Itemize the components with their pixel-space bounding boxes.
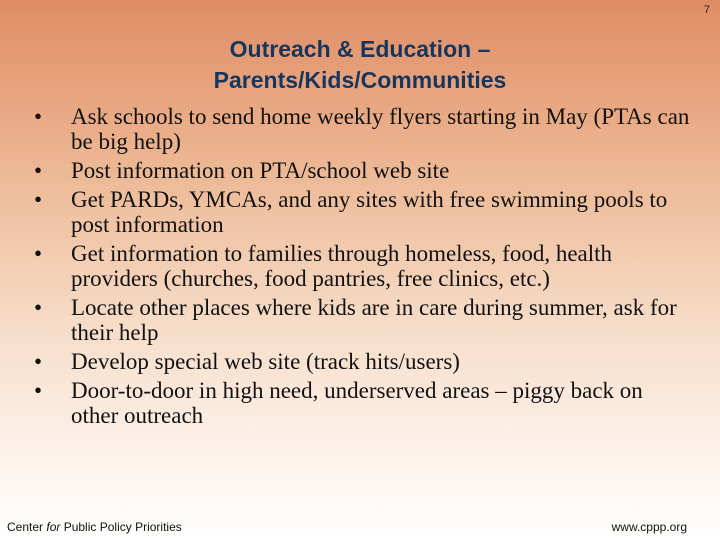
bullet-item	[30, 295, 695, 345]
bullet-item	[30, 158, 695, 183]
bullet-dot-icon: •	[33, 187, 43, 212]
slide-title-line-2: Parents/Kids/Communities	[213, 67, 507, 93]
footer-organization	[7, 520, 182, 534]
bullet-text: Get PARDs, YMCAs, and any sites with free swimming pools to post information	[71, 187, 668, 237]
bullet-list	[30, 104, 695, 432]
footer-org-italic: for	[46, 520, 61, 534]
bullet-item	[30, 349, 695, 374]
bullet-dot-icon: •	[33, 295, 43, 320]
bullet-dot-icon: •	[33, 104, 43, 129]
slide-title	[150, 34, 570, 96]
bullet-text: Locate other places where kids are in care during summer, ask for their help	[71, 295, 677, 345]
bullet-text: Door-to-door in high need, underserved areas – piggy back on other outreach	[71, 378, 643, 428]
bullet-text: Develop special web site (track hits/users)	[71, 349, 460, 374]
footer-website: www.cppp.org	[611, 520, 687, 534]
bullet-text: Post information on PTA/school web site	[71, 158, 450, 183]
bullet-dot-icon: •	[33, 241, 43, 266]
bullet-item	[30, 104, 695, 154]
bullet-dot-icon: •	[33, 349, 43, 374]
bullet-item	[30, 378, 695, 428]
footer-org-suffix: Public Policy Priorities	[60, 520, 182, 534]
slide-title-line-1: Outreach & Education –	[229, 36, 491, 62]
bullet-dot-icon: •	[33, 158, 43, 183]
bullet-item	[30, 241, 695, 291]
bullet-text: Get information to families through homeless, food, health providers (churches, food pantries, free clinics, etc.)	[71, 241, 613, 291]
bullet-text: Ask schools to send home weekly flyers starting in May (PTAs can be big help)	[71, 104, 690, 154]
footer-org-prefix: Center	[7, 520, 47, 534]
bullet-item	[30, 187, 695, 237]
bullet-dot-icon: •	[33, 378, 43, 403]
page-number: 7	[703, 4, 710, 16]
